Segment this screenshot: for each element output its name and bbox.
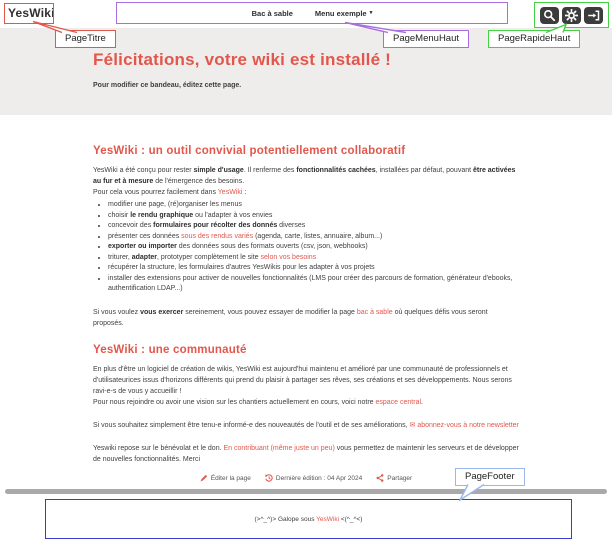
edit-page-label: Éditer la page — [210, 474, 251, 482]
text-segment: triturer, — [108, 253, 132, 261]
annotation-box-pagetitre — [4, 3, 54, 24]
top-header — [0, 0, 612, 28]
text-segment: YesWiki a été conçu pour rester — [93, 167, 194, 174]
share-label: Partager — [387, 474, 413, 482]
text-segment: concevoir des — [108, 222, 154, 229]
menu-item-label: Bac à sable — [251, 8, 293, 18]
annotation-box-pagefooter — [45, 499, 572, 539]
list-item — [108, 211, 519, 222]
banner-title: Félicitations, votre wiki est installé ! — [93, 50, 392, 69]
callout-pagetitre: PageTitre — [55, 30, 116, 48]
text-segment: sereinement, vous pouvez essayer de modifier la page — [183, 308, 357, 316]
exercise-paragraph — [93, 307, 519, 329]
text-segment: : — [242, 189, 247, 196]
inline-link[interactable]: espace central — [375, 398, 422, 406]
history-icon — [265, 474, 273, 482]
list-item — [108, 274, 519, 295]
text-segment: (>^_^)> Galope sous — [254, 515, 317, 523]
callout-pagefooter: PageFooter — [455, 468, 525, 486]
annotation-box-pagerapidehaut — [534, 2, 609, 28]
section-title-outil: YesWiki : un outil convivial potentiellement collaboratif — [93, 145, 406, 157]
text-segment: . Il renferme des — [243, 167, 297, 174]
text-segment: modifier une page, (ré)organiser les menus — [108, 201, 242, 208]
text-segment: exporter ou importer — [108, 243, 177, 250]
text-segment: ou l'adapter à vos envies — [193, 211, 273, 219]
list-item — [108, 263, 519, 274]
share-icon — [376, 474, 384, 482]
text-segment: le rendu graphique — [130, 211, 194, 219]
site-logo[interactable]: YesWiki — [8, 6, 55, 20]
text-segment: , prototyper complètement le site — [157, 253, 261, 261]
share-button[interactable] — [376, 474, 412, 482]
callout-pagemenuhaut: PageMenuHaut — [383, 30, 469, 48]
text-segment: installer des extensions pour activer de nouvelles fonctionnalités (LMS pour créer des parcours de formation, générateur d'ebooks, authentification LDAP...) — [108, 274, 513, 292]
text-segment: simple d'usage — [193, 167, 244, 174]
donation-paragraph — [93, 443, 519, 465]
chevron-down-icon: ▾ — [369, 10, 373, 16]
text-segment: <(^_^<) — [339, 515, 363, 523]
text-segment: être activées au fur et à mesure — [93, 167, 516, 185]
inline-link[interactable]: YesWiki — [217, 189, 243, 196]
text-segment: (agenda, carte, listes, annuaire, album...) — [253, 232, 383, 240]
text-segment: adapter — [131, 253, 158, 261]
list-item — [108, 232, 519, 243]
last-edit-info[interactable] — [265, 474, 362, 482]
text-segment: présenter ces données — [108, 232, 182, 240]
menu-item-label: Menu exemple — [314, 8, 367, 18]
section-title-communaute: YesWiki : une communauté — [93, 343, 247, 356]
text-segment: Si vous souhaitez simplement être tenu-e informé-e des nouveautés de l'outil et de ses améliorations, — [93, 421, 410, 429]
list-item — [108, 253, 519, 264]
list-item — [108, 242, 519, 253]
text-segment: où quelques défis vous seront proposés. — [93, 308, 488, 327]
intro-paragraph-2 — [93, 187, 519, 198]
text-segment: récupérer la structure, les formulaires d'autres YesWikis pour les adapter à vos projets — [108, 264, 375, 271]
text-segment: , installées par défaut, pouvant — [375, 167, 473, 174]
newsletter-paragraph — [93, 420, 519, 431]
list-item — [108, 200, 519, 211]
last-edit-label: Dernière édition : 04 Apr 2024 — [275, 474, 363, 482]
text-segment: choisir — [108, 211, 131, 219]
join-paragraph — [93, 397, 519, 408]
banner-subtitle: Pour modifier ce bandeau, éditez cette page. — [93, 82, 242, 89]
text-segment: formulaires pour récolter des donnés — [153, 222, 278, 229]
text-segment: fonctionnalités cachées — [296, 167, 376, 174]
inline-link[interactable]: sous des rendus variés — [181, 232, 254, 240]
text-segment: de l'émergence des besoins. — [153, 178, 245, 185]
main-content — [93, 115, 519, 465]
inline-link[interactable]: En contribuant (même juste un peu) — [223, 444, 335, 452]
text-segment: Yeswiki repose sur le bénévolat et le don. — [93, 444, 224, 452]
community-paragraph — [93, 364, 519, 397]
footer-divider — [5, 489, 607, 494]
text-segment: Pour nous rejoindre ou avoir une vision sur les chantiers actuellement en cours, voici notre — [93, 398, 376, 406]
inline-link[interactable]: selon vos besoins — [260, 253, 317, 261]
text-segment: vous exercer — [140, 308, 184, 316]
list-item — [108, 221, 519, 232]
pencil-icon — [200, 474, 208, 482]
text-segment: En plus d'être un logiciel de création de wikis, YesWiki est aujourd'hui maintenu et amélioré par une communauté de professionnels et d'utilisateurices issus d'horizons différents qui prend du plaisir à partager ses rêves, ses créations et ses développements. Nous serons ravi-e-s de vous y accueillir ! — [93, 365, 512, 395]
intro-paragraph — [93, 165, 519, 187]
inline-link[interactable]: bac à sable — [356, 308, 393, 316]
text-segment: . — [421, 398, 423, 406]
text-segment: Pour cela vous pourrez facilement dans — [93, 189, 218, 196]
text-segment: vous permettez de maintenir les serveurs et de développer de nouvelles fonctionnalités. Merci — [93, 444, 519, 463]
mail-icon: ✉ — [409, 421, 418, 429]
text-segment: Si vous voulez — [93, 308, 141, 316]
inline-link[interactable]: abonnez-vous à notre newsletter — [417, 421, 519, 429]
annotation-box-pagemenuhaut — [116, 2, 508, 24]
edit-page-button[interactable] — [200, 474, 251, 482]
text-segment: diverses — [277, 222, 306, 229]
text-segment: des données sous des formats ouverts (csv, json, webhooks) — [176, 243, 368, 250]
features-list — [93, 200, 519, 295]
callout-pagerapidehaut: PageRapideHaut — [488, 30, 580, 48]
inline-link[interactable]: YesWiki — [316, 515, 340, 523]
footer-galope-text — [255, 516, 363, 523]
